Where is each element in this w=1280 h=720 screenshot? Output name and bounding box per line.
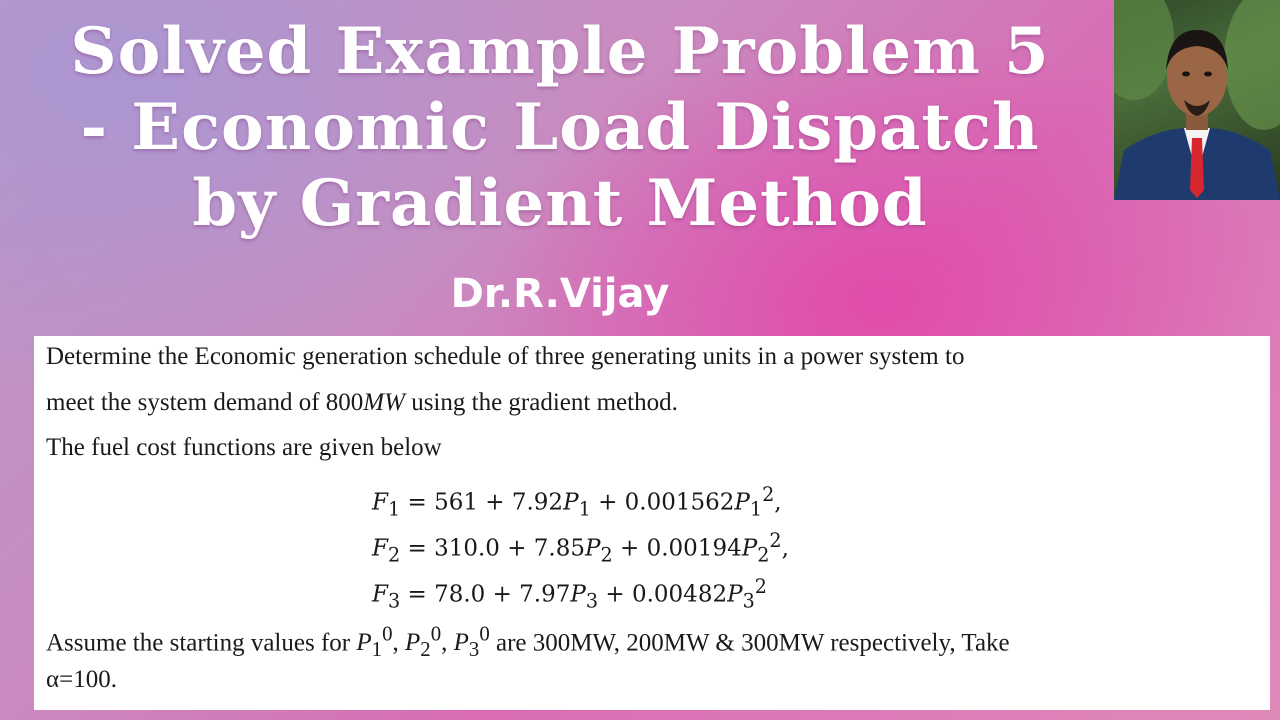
- problem-statement-panel: [34, 336, 1270, 710]
- problem-line-4a: Assume the starting values for: [46, 629, 357, 657]
- problem-line-1: Determine the Economic generation schedule of three generating units in a power system to: [46, 343, 965, 370]
- problem-line-5: α=100.: [46, 666, 117, 693]
- problem-line-2-unit: MW: [363, 389, 405, 416]
- problem-line-2: [46, 388, 1256, 418]
- equation-3: $F_3 = 78.0 + 7.97P_3 + 0.00482P_3^2$: [372, 575, 767, 613]
- starting-values-symbols: $P_1^0$, $P_2^0$, $P_3^0$: [356, 622, 490, 662]
- title-line-3: by Gradient Method: [192, 166, 928, 241]
- problem-line-4: [46, 619, 1256, 664]
- video-title: [60, 14, 1060, 242]
- problem-line-4b: are 300MW, 200MW & 300MW respectively, Take: [489, 629, 1010, 657]
- problem-line-2a: meet the system demand of 800: [46, 389, 364, 416]
- presenter-photo-icon: [1114, 0, 1280, 200]
- equation-2: $F_2 = 310.0 + 7.85P_2 + 0.00194P_2^2$,: [372, 529, 789, 567]
- title-line-2: - Economic Load Dispatch: [80, 90, 1040, 165]
- author-name: Dr.R.Vijay: [450, 271, 670, 317]
- title-line-1: Solved Example Problem 5: [70, 14, 1050, 89]
- problem-line-3: The fuel cost functions are given below: [46, 434, 442, 461]
- presenter-photo: [1114, 0, 1280, 200]
- equation-1: $F_1 = 561 + 7.92P_1 + 0.001562P_1^2$,: [372, 483, 782, 521]
- problem-line-2b: using the gradient method.: [404, 389, 678, 416]
